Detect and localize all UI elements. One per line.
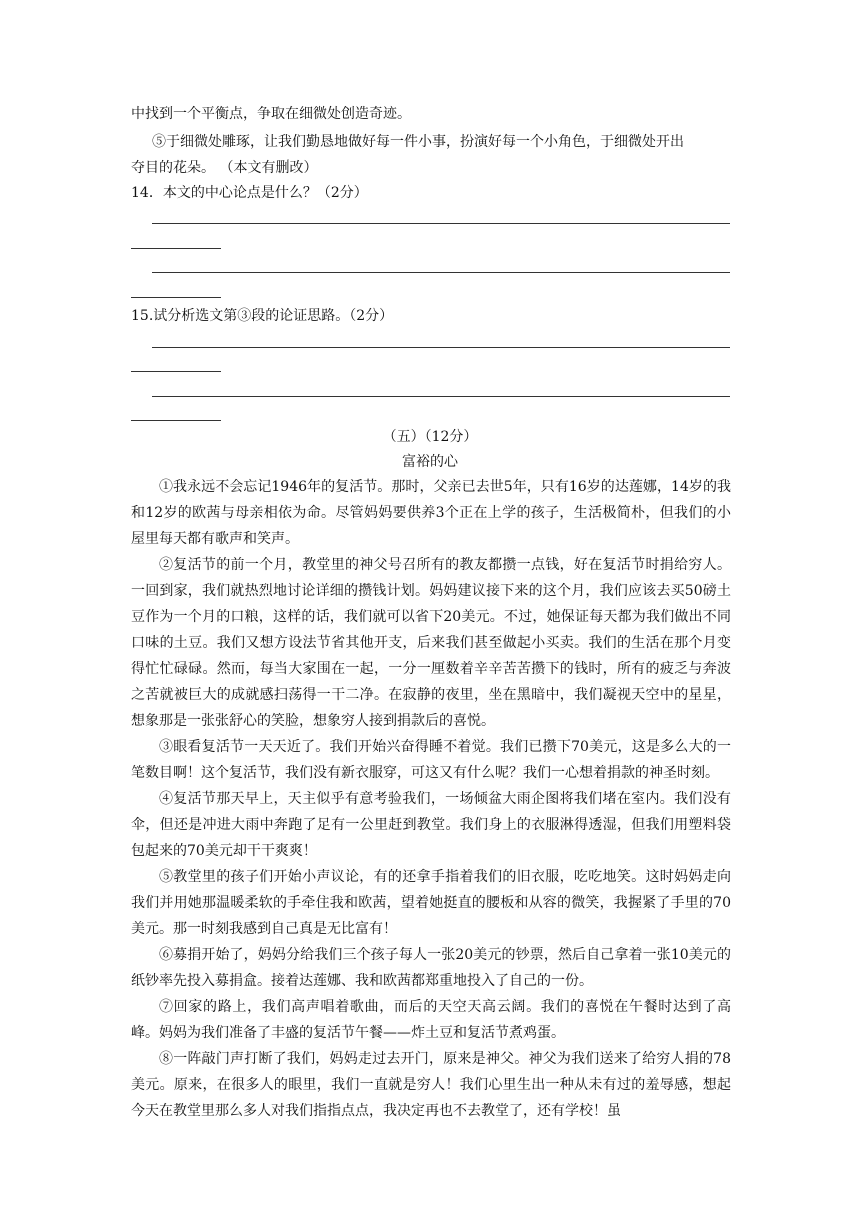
paragraph-7: ⑦回家的路上，我们高声唱着歌曲，而后的天空天高云阔。我们的喜悦在午餐时达到了高峰。妈妈为我们准备了丰盛的复活节午餐——炸土豆和复活节煮鸡蛋。 (131, 999, 731, 1041)
text-line-paragraph5-end: 夺目的花朵。 （本文有删改） (131, 160, 318, 176)
answer-line (131, 371, 221, 372)
article-title: 富裕的心 (402, 454, 458, 470)
section-label: （五）（12分） (382, 429, 478, 445)
question-15: 15.试分析选文第③段的论证思路。（2分） (131, 308, 394, 324)
paragraph-6: ⑥募捐开始了，妈妈分给我们三个孩子每人一张20美元的钞票，然后自己拿着一张10美元的纸钞率先投入募捐盒。接着达莲娜、我和欧茜都郑重地投入了自己的一份。 (131, 947, 731, 989)
answer-line (131, 248, 221, 249)
paragraph-3: ③眼看复活节一天天近了。我们开始兴奋得睡不着觉。我们已攒下70美元，这是多么大的一笔数目啊！这个复活节，我们没有新衣服穿，可这又有什么呢？我们一心想着捐款的神圣时刻。 (131, 739, 731, 781)
answer-line (152, 223, 730, 224)
answer-line (152, 396, 730, 397)
answer-line (152, 272, 730, 273)
question-14: 14．本文的中心论点是什么？（2分） (131, 185, 368, 201)
text-line-paragraph5: ⑤于细微处雕琢，让我们勤恳地做好每一件小事，扮演好每一个小角色，于细微处开出 (152, 134, 684, 150)
paragraph-8: ⑧一阵敲门声打断了我们，妈妈走过去开门，原来是神父。神父为我们送来了给穷人捐的78美元。原来，在很多人的眼里，我们一直就是穷人！我们心里生出一种从未有过的羞辱感，想起今天在教堂里那么多人对我们指指点点，我决定再也不去教堂了，还有学校！虽 (131, 1051, 731, 1119)
paragraph-5: ⑤教堂里的孩子们开始小声议论，有的还拿手指着我们的旧衣服，吃吃地笑。这时妈妈走向我们并用她那温暖柔软的手牵住我和欧茜，望着她挺直的腰板和从容的微笑，我握紧了手里的70美元。那一时刻我感到自己真是无比富有！ (131, 869, 731, 937)
paragraph-2: ②复活节的前一个月，教堂里的神父号召所有的教友都攒一点钱，好在复活节时捐给穷人。一回到家，我们就热烈地讨论详细的攒钱计划。妈妈建议接下来的这个月，我们应该去买50磅土豆作为一个月的口粮，这样的话，我们就可以省下20美元。不过，她保证每天都为我们做出不同口味的土豆。我们又想方设法节省其他开支，后来我们甚至做起小买卖。我们的生活在那个月变得忙忙碌碌。然而，每当大家围在一起，一分一厘数着辛辛苦苦攒下的钱时，所有的疲乏与奔波之苦就被巨大的成就感扫荡得一干二净。在寂静的夜里，坐在黑暗中，我们凝视天空中的星星，想象那是一张张舒心的笑脸，想象穷人接到捐款后的喜悦。 (131, 557, 731, 729)
paragraph-4: ④复活节那天早上，天主似乎有意考验我们，一场倾盆大雨企图将我们堵在室内。我们没有伞，但还是冲进大雨中奔跑了足有一公里赶到教堂。我们身上的衣服淋得透湿，但我们用塑料袋包起来的70美元却干干爽爽！ (131, 791, 731, 859)
answer-line (131, 420, 221, 421)
answer-line (152, 347, 730, 348)
answer-line (131, 297, 221, 298)
text-line-continuation: 中找到一个平衡点，争取在细微处创造奇迹。 (131, 106, 411, 122)
paragraph-1: ①我永远不会忘记1946年的复活节。那时，父亲已去世5年，只有16岁的达莲娜，14岁的我和12岁的欧茜与母亲相依为命。尽管妈妈要供养3个正在上学的孩子，生活极简朴，但我们的小屋里每天都有歌声和笑声。 (131, 479, 731, 547)
article-body (131, 474, 731, 1124)
